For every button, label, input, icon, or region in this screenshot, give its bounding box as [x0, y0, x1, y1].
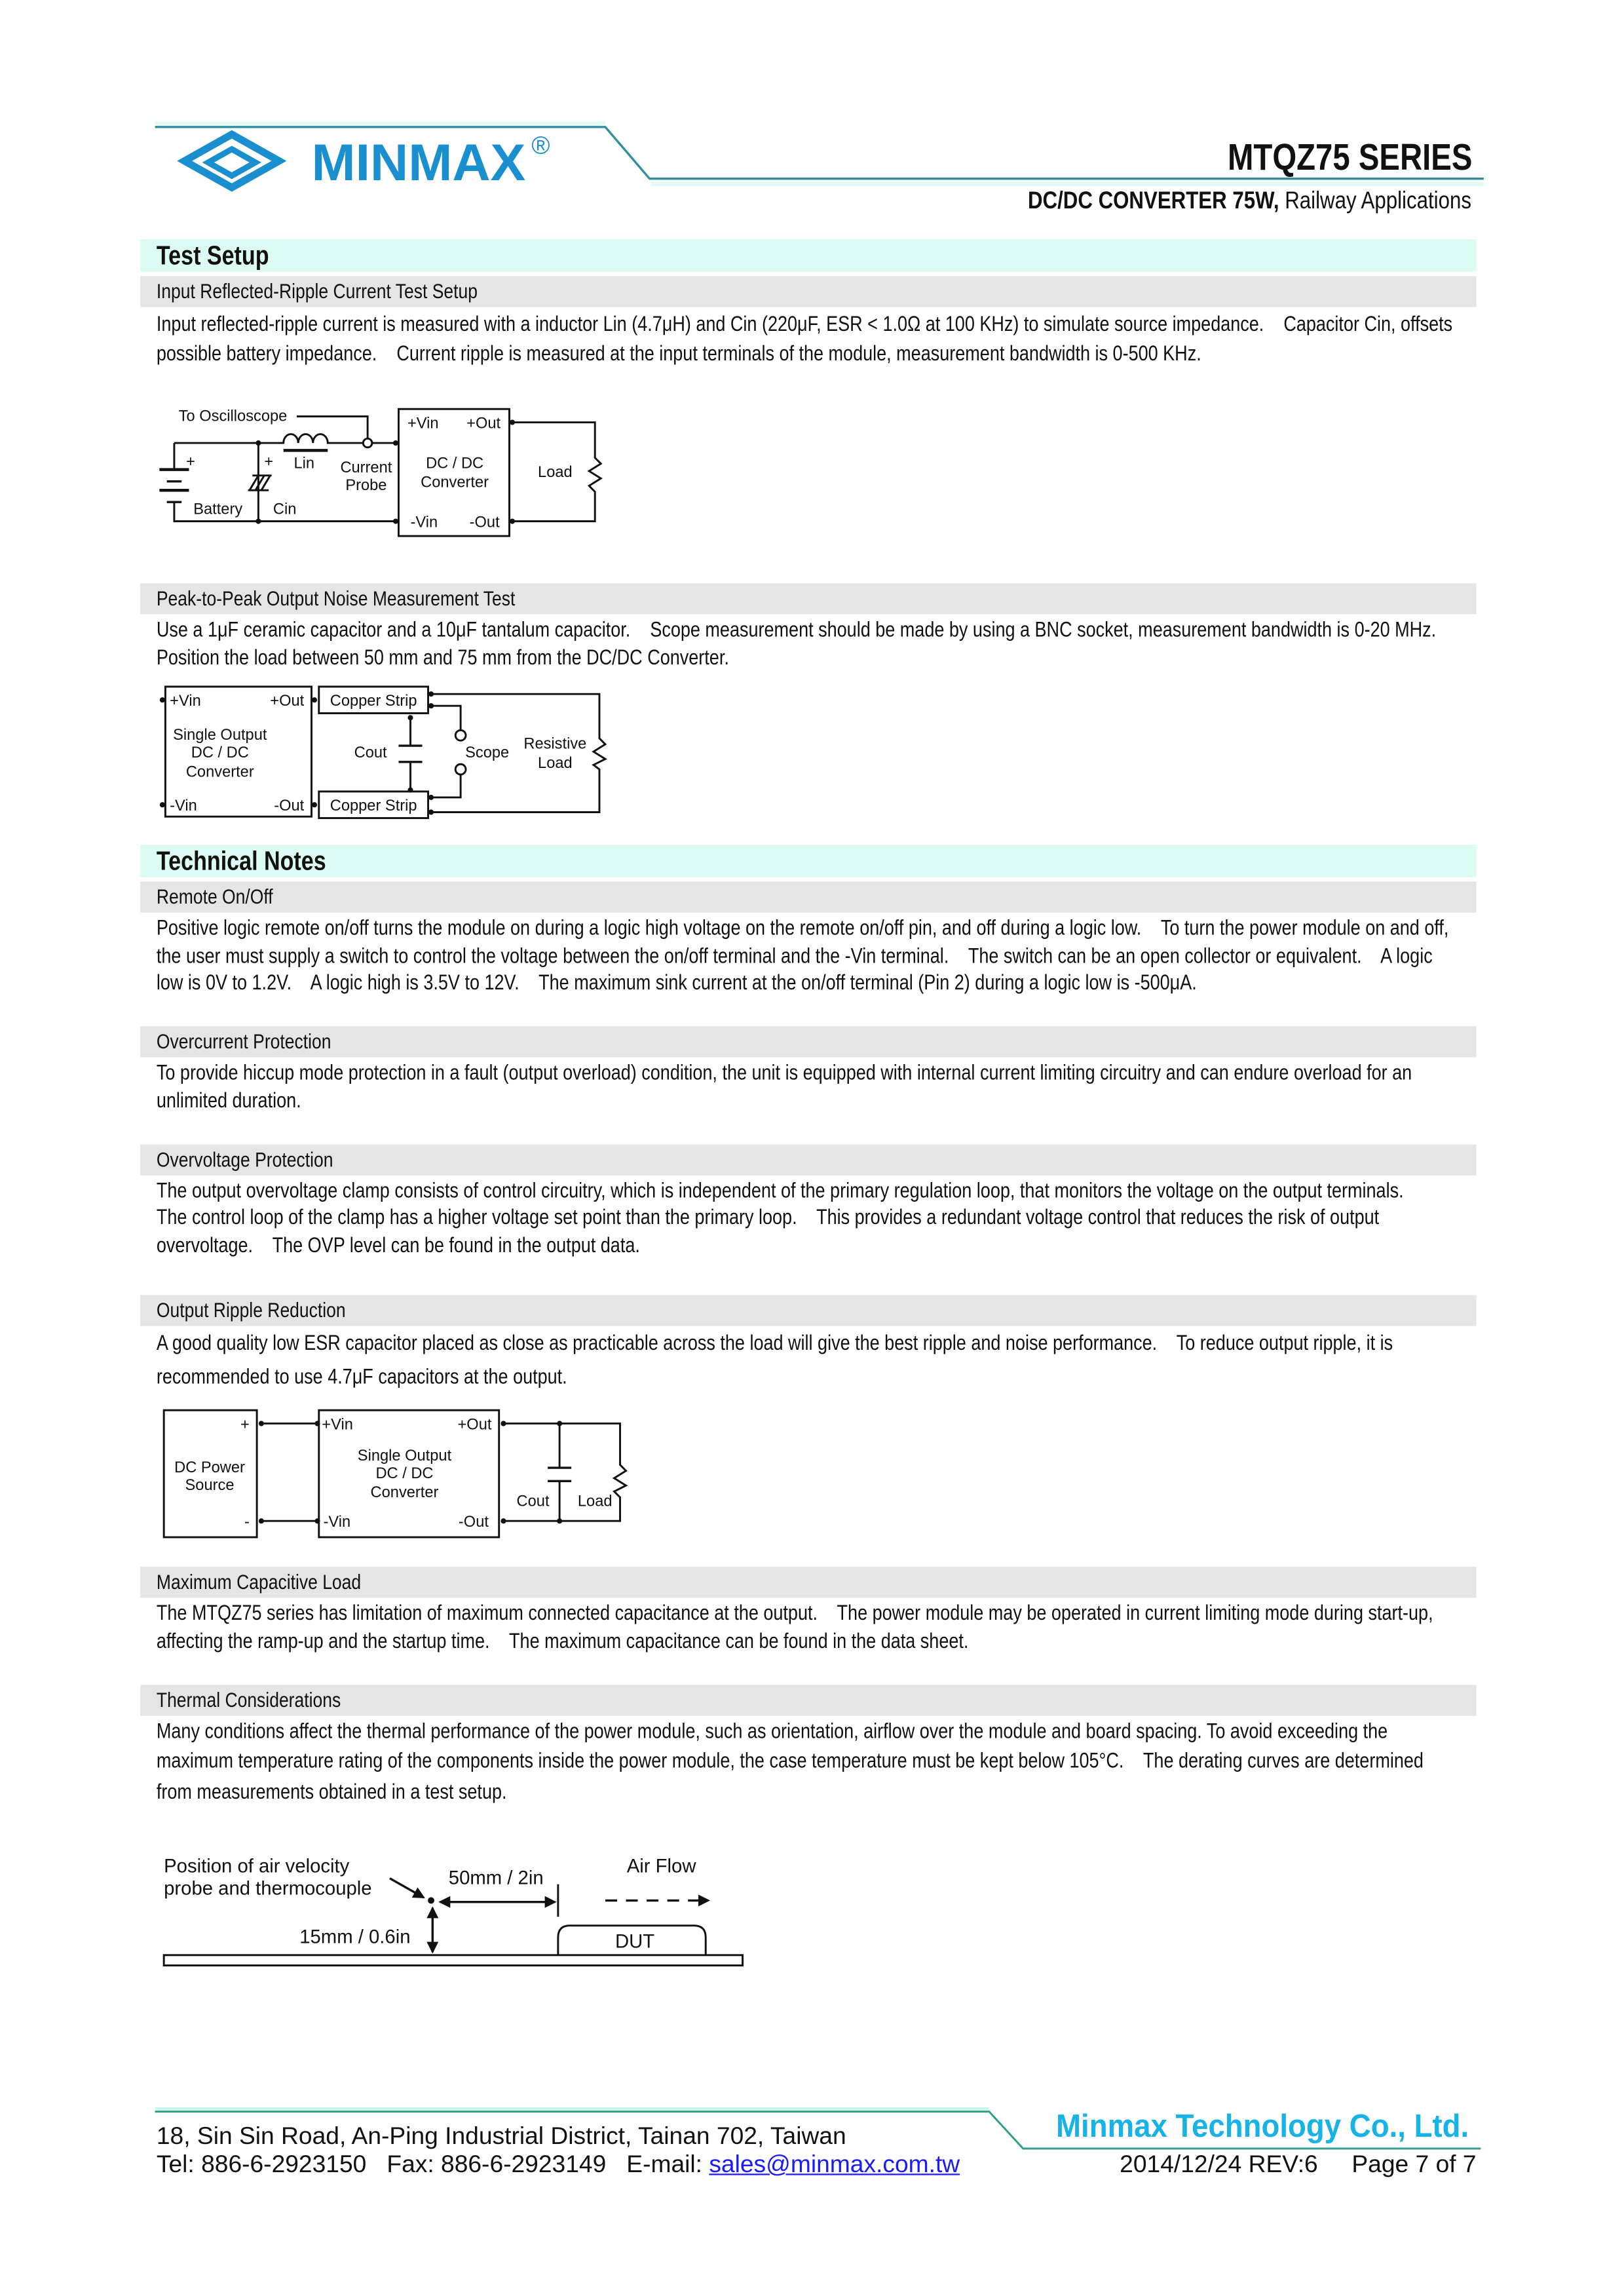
- noise-measurement-diagram: [160, 687, 605, 818]
- paragraph-line: Position the load between 50 mm and 75 mm from the DC/DC Converter.: [156, 647, 729, 671]
- label-plus-vin: +Vin: [407, 415, 439, 432]
- registered-mark: ®: [531, 131, 550, 160]
- subheading-max-cap: Maximum Capacitive Load: [156, 1569, 362, 1594]
- probe-point: [428, 1897, 434, 1904]
- subheading-noise: Peak-to-Peak Output Noise Measurement Test: [156, 586, 516, 610]
- scope-terminal-icon: [455, 764, 466, 775]
- label-plus: +: [264, 453, 274, 471]
- paragraph-line: low is 0V to 1.2V. A logic high is 3.5V to 12V. The maximum sink current at the on/off terminal (Pin 2) during a logic low is -500μA.: [156, 971, 1197, 995]
- logo-text: MINMAX: [311, 133, 526, 191]
- label-resistive: Resistive: [523, 735, 587, 753]
- label-single-output: Single Output: [173, 727, 267, 744]
- label-single-output: Single Output: [357, 1447, 452, 1464]
- label-dc-dc: DC / DC: [375, 1464, 434, 1482]
- label-plus-out: +Out: [457, 1416, 492, 1434]
- label-to-oscilloscope: To Oscilloscope: [178, 408, 288, 425]
- subtitle-rest: Railway Applications: [1279, 187, 1472, 214]
- label-copper-strip: Copper Strip: [330, 693, 417, 710]
- label-current: Current: [340, 459, 392, 477]
- section-title-test-setup: Test Setup: [156, 240, 269, 271]
- revision-and-page: [1120, 2151, 1476, 2179]
- subheading-remote: Remote On/Off: [156, 884, 273, 908]
- paragraph-line: maximum temperature rating of the components inside the power module, the case temperature must be kept below 105°C. The derating curves are determined: [156, 1750, 1424, 1774]
- company-address: 18, Sin Sin Road, An-Ping Industrial District, Tainan 702, Taiwan: [156, 2123, 846, 2151]
- label-height: 15mm / 0.6in: [299, 1926, 411, 1948]
- label-probe: Probe: [345, 477, 387, 495]
- label-plus-vin: +Vin: [170, 693, 201, 710]
- date-revision: 2014/12/24 REV:6: [1120, 2151, 1318, 2179]
- subheading-overcurrent: Overcurrent Protection: [156, 1029, 331, 1053]
- scope-terminal-icon: [455, 730, 466, 740]
- company-name: Minmax Technology Co., Ltd.: [1056, 2107, 1469, 2145]
- thermal-setup-diagram: [164, 1856, 742, 1966]
- capacitor-cin-icon: [248, 476, 272, 491]
- subheading-ripple: Output Ripple Reduction: [156, 1297, 346, 1322]
- paragraph-line: unlimited duration.: [156, 1090, 301, 1114]
- subheading-overvoltage: Overvoltage Protection: [156, 1147, 333, 1172]
- label-converter: Converter: [185, 763, 254, 781]
- current-probe-icon: [363, 438, 372, 448]
- input-ripple-diagram: [159, 408, 601, 536]
- label-converter: Converter: [370, 1484, 439, 1502]
- label-plus-out: +Out: [270, 693, 305, 710]
- email-label: E-mail:: [626, 2151, 709, 2179]
- ripple-reduction-diagram: [164, 1410, 626, 1537]
- label-air-flow: Air Flow: [626, 1855, 696, 1877]
- label-plus-out: +Out: [466, 415, 501, 432]
- battery-icon: [159, 470, 189, 503]
- label-minus: -: [244, 1514, 250, 1531]
- contact-line: [157, 2151, 960, 2179]
- capacitor-cout-icon: [548, 1468, 571, 1481]
- label-plus-vin: +Vin: [322, 1416, 353, 1434]
- label-minus-out: -Out: [458, 1514, 489, 1531]
- paragraph-line: The MTQZ75 series has limitation of maximum connected capacitance at the output. The power module may be operated in current limiting mode during start-up,: [156, 1602, 1433, 1626]
- capacitor-cout-icon: [398, 746, 422, 762]
- paragraph-line: recommended to use 4.7μF capacitors at the output.: [156, 1366, 567, 1390]
- page-number: Page 7 of 7: [1351, 2151, 1477, 2179]
- label-converter: Converter: [421, 474, 489, 491]
- section-title-technical-notes: Technical Notes: [156, 846, 326, 876]
- label-minus-out: -Out: [469, 514, 500, 531]
- label-load: Load: [577, 1493, 613, 1510]
- label-minus-vin: -Vin: [323, 1514, 351, 1531]
- label-probe-thermocouple: probe and thermocouple: [164, 1877, 372, 1900]
- paragraph-line: To provide hiccup mode protection in a fault (output overload) condition, the unit is equipped with internal current limiting circuitry and can endure overload for an: [156, 1062, 1412, 1086]
- label-copper-strip: Copper Strip: [330, 797, 417, 815]
- paragraph-line: The output overvoltage clamp consists of control circuitry, which is independent of the primary regulation loop, that monitors the voltage on the output terminals.: [156, 1179, 1404, 1204]
- label-position: Position of air velocity: [164, 1855, 350, 1877]
- subheading-thermal: Thermal Considerations: [156, 1687, 341, 1712]
- load-resistor-icon: [431, 694, 605, 812]
- label-battery: Battery: [193, 501, 243, 518]
- subheading-input-ripple: Input Reflected-Ripple Current Test Setup: [156, 278, 478, 303]
- label-plus: +: [240, 1416, 250, 1434]
- label-plus: +: [185, 453, 195, 471]
- label-cin: Cin: [273, 501, 297, 518]
- telephone: Tel: 886-6-2923150: [156, 2151, 367, 2179]
- label-cout: Cout: [354, 744, 387, 762]
- label-minus-vin: -Vin: [410, 514, 438, 531]
- label-minus-out: -Out: [274, 797, 305, 815]
- paragraph-line: Many conditions affect the thermal performance of the power module, such as orientation, airflow over the module and board spacing. To avoid exceeding the: [156, 1720, 1388, 1744]
- paragraph-line: possible battery impedance. Current ripple is measured at the input terminals of the module, measurement bandwidth is 0-500 KHz.: [156, 342, 1201, 366]
- email-link[interactable]: sales@minmax.com.tw: [709, 2151, 960, 2179]
- label-minus-vin: -Vin: [170, 797, 197, 815]
- fax: Fax: 886-6-2923149: [387, 2151, 607, 2179]
- subtitle-bold: DC/DC CONVERTER 75W,: [1028, 187, 1280, 214]
- paragraph-line: overvoltage. The OVP level can be found in the output data.: [156, 1234, 640, 1259]
- label-load: Load: [538, 463, 573, 481]
- label-distance: 50mm / 2in: [448, 1867, 544, 1889]
- paragraph-line: The control loop of the clamp has a higher voltage set point than the primary loop. This provides a redundant voltage control that reduces the risk of output: [156, 1206, 1380, 1231]
- label-load: Load: [538, 754, 573, 772]
- series-title: MTQZ75 SERIES: [1227, 137, 1472, 179]
- paragraph-line: Input reflected-ripple current is measured with a inductor Lin (4.7μH) and Cin (220μF, ESR < 1.0Ω at 100 KHz) to simulate source impedance. Capacitor Cin, offsets: [156, 313, 1453, 337]
- paragraph-line: A good quality low ESR capacitor placed as close as practicable across the load will give the best ripple and noise performance. To reduce output ripple, it is: [156, 1331, 1393, 1356]
- paragraph-line: affecting the ramp-up and the startup time. The maximum capacitance can be found in the data sheet.: [156, 1630, 969, 1655]
- label-dut: DUT: [614, 1930, 655, 1953]
- label-dc-dc: DC / DC: [191, 744, 249, 762]
- label-lin: Lin: [293, 455, 315, 472]
- label-cout: Cout: [516, 1493, 550, 1510]
- label-dc-dc: DC / DC: [426, 455, 484, 472]
- paragraph-line: Positive logic remote on/off turns the module on during a logic high voltage on the remote on/off pin, and off during a logic low. To turn the power module on and off,: [156, 917, 1449, 941]
- board: [164, 1955, 742, 1966]
- label-source: Source: [185, 1476, 235, 1494]
- label-dc-power: DC Power: [174, 1459, 245, 1476]
- label-scope: Scope: [465, 744, 510, 762]
- paragraph-line: Use a 1μF ceramic capacitor and a 10μF tantalum capacitor. Scope measurement should be made by using a BNC socket, measurement bandwidth is 0-20 MHz.: [156, 619, 1437, 643]
- paragraph-line: the user must supply a switch to control the voltage between the on/off terminal and the -Vin terminal. The switch can be an open collector or equivalent. A logic: [156, 945, 1433, 969]
- paragraph-line: from measurements obtained in a test setup.: [156, 1780, 507, 1805]
- pointer-arrow-icon: [390, 1879, 424, 1898]
